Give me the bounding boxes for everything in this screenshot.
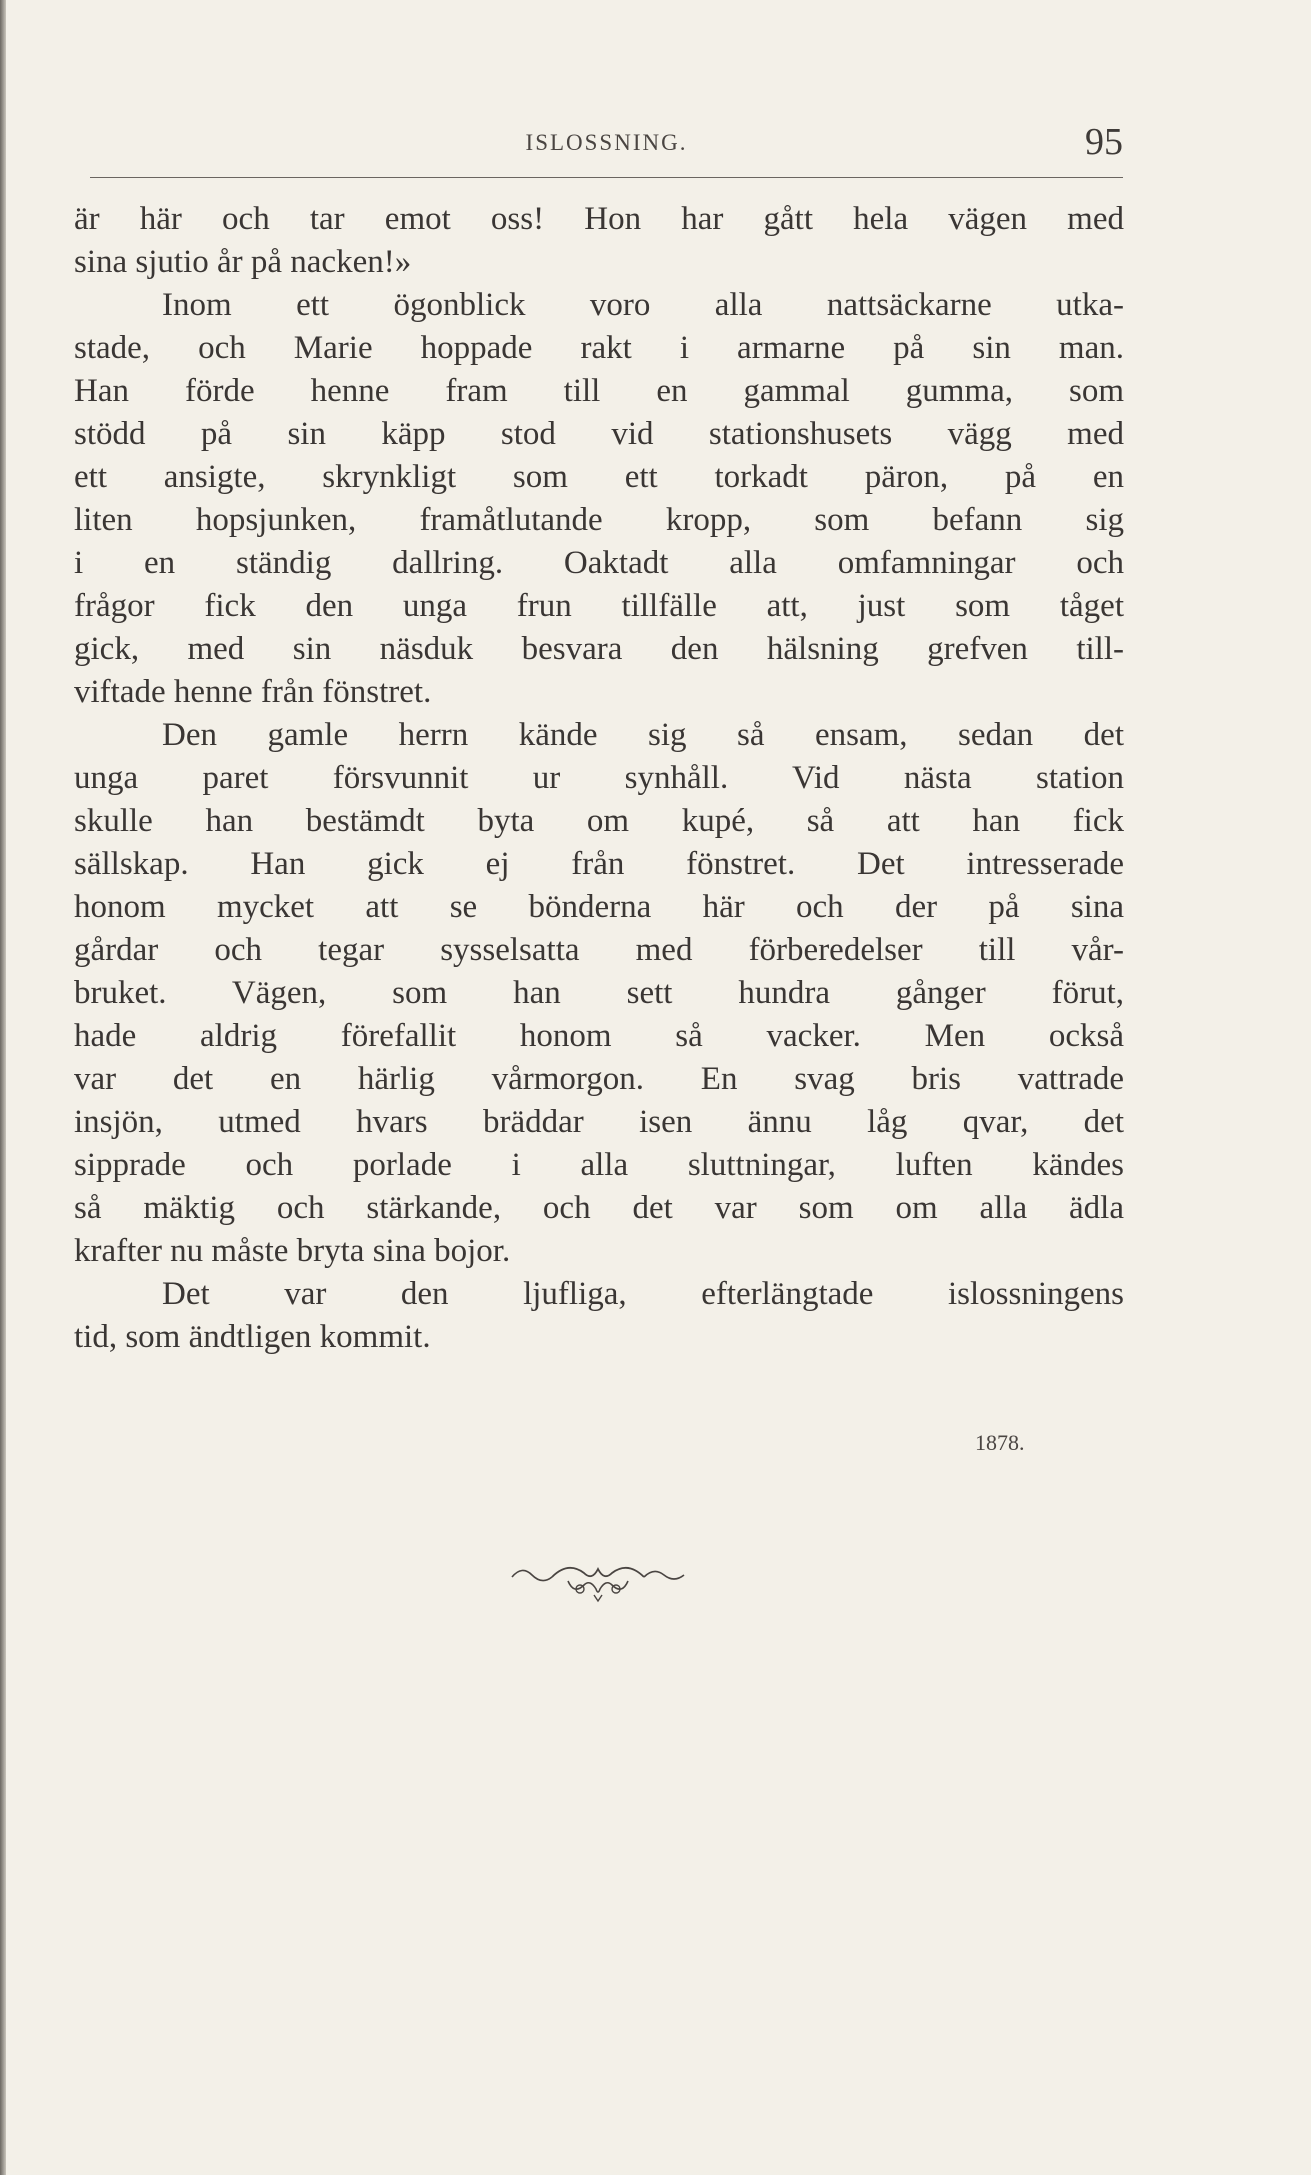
closing-ornament-icon <box>508 1555 688 1605</box>
text-line: bruket. Vägen, som han sett hundra gånger förut, <box>74 975 1124 1011</box>
text-line: tid, som ändtligen kommit. <box>74 1319 431 1355</box>
text-line: insjön, utmed hvars bräddar isen ännu låg qvar, det <box>74 1104 1124 1140</box>
text-line: Den gamle herrn kände sig så ensam, sedan det <box>162 717 1124 753</box>
header-rule <box>90 177 1123 178</box>
text-line: i en ständig dallring. Oaktadt alla omfamningar och <box>74 545 1124 581</box>
text-line: krafter nu måste bryta sina bojor. <box>74 1233 511 1269</box>
date-line: 1878. <box>975 1430 1025 1455</box>
text-line: liten hopsjunken, framåtlutande kropp, som befann sig <box>74 502 1124 538</box>
page-header <box>90 120 1123 180</box>
text-line: viftade henne från fönstret. <box>74 674 432 710</box>
text-line: sällskap. Han gick ej från fönstret. Det intresserade <box>74 846 1124 882</box>
text-line: gårdar och tegar sysselsatta med förberedelser till vår- <box>74 932 1124 968</box>
text-line: sipprade och porlade i alla sluttningar, luften kändes <box>74 1147 1124 1183</box>
text-line: Inom ett ögonblick voro alla nattsäckarne utka- <box>162 287 1124 323</box>
running-title: ISLOSSNING. <box>525 130 688 155</box>
text-line: honom mycket att se bönderna här och der på sina <box>74 889 1124 925</box>
body-text <box>74 198 1124 1359</box>
text-line: är här och tar emot oss! Hon har gått hela vägen med <box>74 201 1124 237</box>
text-line: frågor fick den unga frun tillfälle att, just som tåget <box>74 588 1124 624</box>
text-line: unga paret försvunnit ur synhåll. Vid nästa station <box>74 760 1124 796</box>
text-line: ett ansigte, skrynkligt som ett torkadt päron, på en <box>74 459 1124 495</box>
text-line: sina sjutio år på nacken!» <box>74 244 412 280</box>
page-number: 95 <box>1085 121 1123 163</box>
text-line: stödd på sin käpp stod vid stationshusets vägg med <box>74 416 1124 452</box>
text-line: Han förde henne fram till en gammal gumma, som <box>74 373 1124 409</box>
text-line: gick, med sin näsduk besvara den hälsning grefven till- <box>74 631 1124 667</box>
text-line: hade aldrig förefallit honom så vacker. Men också <box>74 1018 1124 1054</box>
text-line: var det en härlig vårmorgon. En svag bris vattrade <box>74 1061 1124 1097</box>
text-line: skulle han bestämdt byta om kupé, så att han fick <box>74 803 1124 839</box>
text-line: stade, och Marie hoppade rakt i armarne på sin man. <box>74 330 1124 366</box>
text-line: så mäktig och stärkande, och det var som om alla ädla <box>74 1190 1124 1226</box>
page-edge <box>0 0 6 2175</box>
text-line: Det var den ljufliga, efterlängtade islossningens <box>162 1276 1124 1312</box>
